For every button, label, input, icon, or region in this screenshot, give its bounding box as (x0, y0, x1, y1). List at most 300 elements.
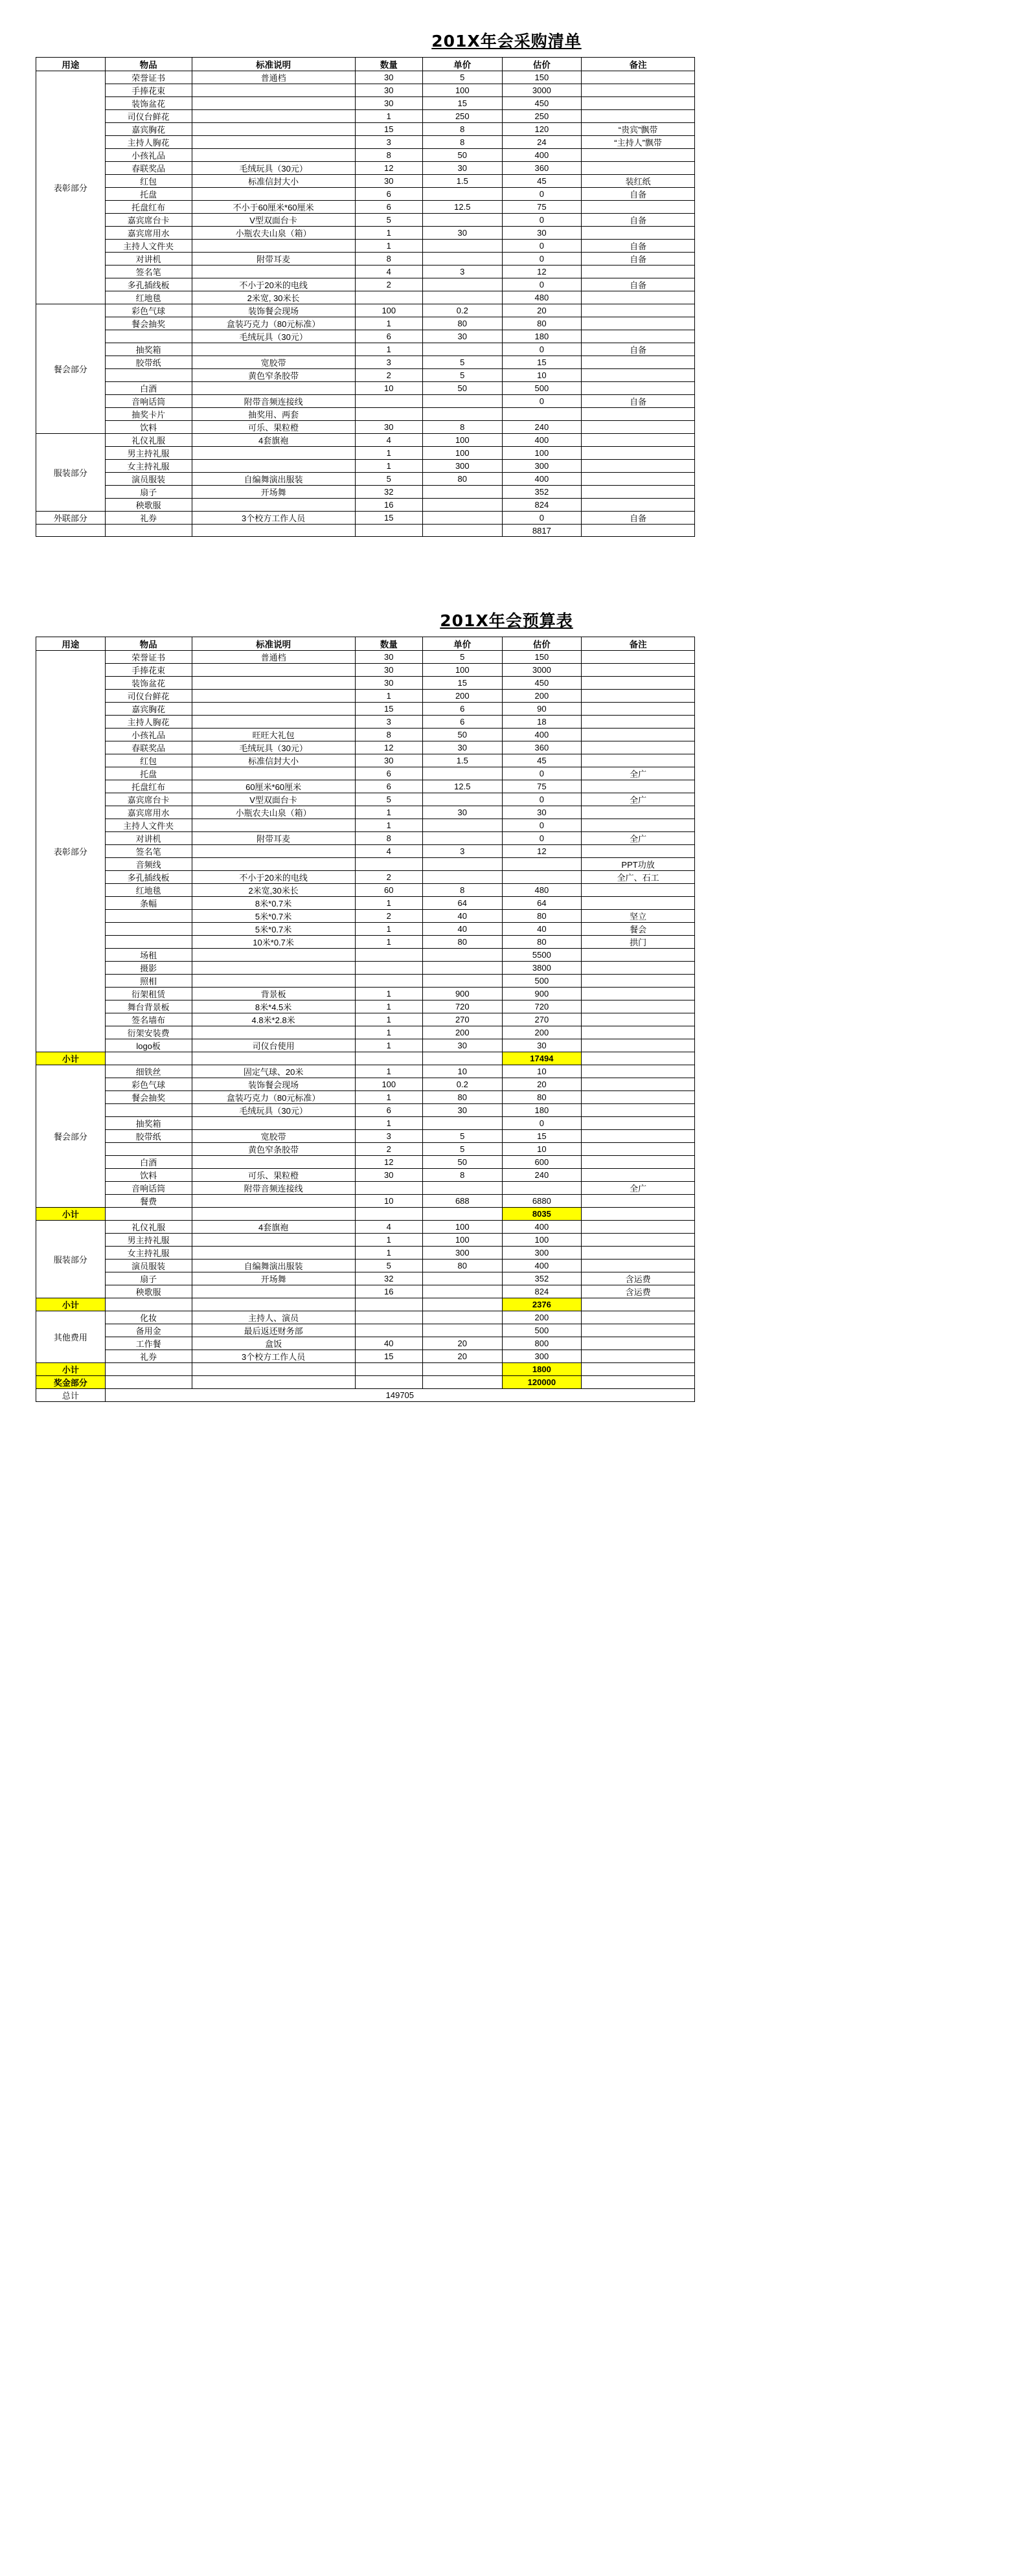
row-item: 胶带纸 (105, 356, 192, 369)
row-qty: 30 (355, 175, 422, 188)
row-item: 摄影 (105, 962, 192, 975)
row-item: 演员服装 (105, 1260, 192, 1272)
row-est: 12 (502, 845, 582, 858)
row-price: 80 (423, 317, 503, 330)
row-price: 300 (423, 460, 503, 473)
row-note (582, 110, 695, 123)
row-item: 托盘红布 (105, 201, 192, 214)
row-price: 30 (423, 330, 503, 343)
row-note (582, 486, 695, 499)
row-qty: 6 (355, 330, 422, 343)
row-spec: 抽奖用、两套 (192, 408, 355, 421)
subtotal-note (582, 1298, 695, 1311)
row-est: 0 (502, 278, 582, 291)
row-note (582, 1311, 695, 1324)
row-note (582, 1000, 695, 1013)
row-price: 688 (423, 1195, 503, 1208)
row-item: 饮料 (105, 421, 192, 434)
row-spec: 司仪台使用 (192, 1039, 355, 1052)
row-qty (355, 1182, 422, 1195)
total-est: 8817 (502, 525, 582, 537)
grand-total-label: 总计 (36, 1389, 106, 1402)
row-qty (355, 291, 422, 304)
subtotal-price (423, 1052, 503, 1065)
row-spec (192, 343, 355, 356)
row-qty: 1 (355, 923, 422, 936)
row-price: 5 (423, 1143, 503, 1156)
row-item: 荣誉证书 (105, 71, 192, 84)
row-price (423, 832, 503, 845)
row-note: 自备 (582, 214, 695, 227)
row-note: “贵宾”飘带 (582, 123, 695, 136)
row-est: 30 (502, 1039, 582, 1052)
row-qty: 100 (355, 304, 422, 317)
row-price: 12.5 (423, 201, 503, 214)
row-qty: 1 (355, 1013, 422, 1026)
row-price (423, 512, 503, 525)
row-est: 0 (502, 395, 582, 408)
row-qty: 16 (355, 1285, 422, 1298)
row-qty: 1 (355, 988, 422, 1000)
row-spec (192, 1195, 355, 1208)
row-spec: 黄色窄条胶带 (192, 369, 355, 382)
row-note (582, 1324, 695, 1337)
row-spec: 8米*4.5米 (192, 1000, 355, 1013)
row-est: 0 (502, 253, 582, 266)
row-est: 12 (502, 266, 582, 278)
row-note: 装红纸 (582, 175, 695, 188)
row-price: 1.5 (423, 175, 503, 188)
row-spec (192, 123, 355, 136)
row-note (582, 651, 695, 664)
row-spec: 开场舞 (192, 486, 355, 499)
row-est (502, 408, 582, 421)
row-item: 音频线 (105, 858, 192, 871)
table-row (36, 408, 695, 421)
row-item: 小孩礼品 (105, 149, 192, 162)
row-est: 480 (502, 884, 582, 897)
row-est: 0 (502, 819, 582, 832)
row-note: “主持人”飘带 (582, 136, 695, 149)
row-spec: 最后返还财务部 (192, 1324, 355, 1337)
row-qty: 1 (355, 819, 422, 832)
table-row (36, 897, 695, 910)
table-row (36, 84, 695, 97)
row-item: 胶带纸 (105, 1130, 192, 1143)
row-price: 50 (423, 1156, 503, 1169)
row-spec: 不小于60厘米*60厘米 (192, 201, 355, 214)
table-row (36, 460, 695, 473)
row-price (423, 1272, 503, 1285)
row-spec (192, 962, 355, 975)
row-use-label: 其他费用 (36, 1311, 106, 1363)
row-spec (192, 460, 355, 473)
row-item (105, 936, 192, 949)
row-price: 8 (423, 884, 503, 897)
row-qty: 1 (355, 1026, 422, 1039)
row-note (582, 1117, 695, 1130)
row-item: 秧歌服 (105, 499, 192, 512)
table-row (36, 716, 695, 729)
subtotal-note (582, 1363, 695, 1376)
row-qty: 6 (355, 780, 422, 793)
row-qty: 5 (355, 793, 422, 806)
row-spec (192, 819, 355, 832)
table-row (36, 278, 695, 291)
row-spec (192, 266, 355, 278)
subtotal-price (423, 1298, 503, 1311)
row-price: 1.5 (423, 754, 503, 767)
header-use: 用途 (36, 58, 106, 71)
row-spec: 60厘米*60厘米 (192, 780, 355, 793)
row-est: 180 (502, 1104, 582, 1117)
subtotal-qty (355, 1208, 422, 1221)
table-row (36, 201, 695, 214)
row-est: 18 (502, 716, 582, 729)
bonus-note (582, 1376, 695, 1389)
row-est: 0 (502, 512, 582, 525)
bonus-est: 120000 (502, 1376, 582, 1389)
row-item: 荣誉证书 (105, 651, 192, 664)
header-price: 单价 (423, 58, 503, 71)
row-price: 5 (423, 1130, 503, 1143)
row-est: 200 (502, 690, 582, 703)
table-row (36, 512, 695, 525)
row-spec: 旺旺大礼包 (192, 729, 355, 741)
row-price: 100 (423, 1234, 503, 1247)
row-price: 8 (423, 136, 503, 149)
row-note: 全广、石工 (582, 871, 695, 884)
row-price: 10 (423, 1065, 503, 1078)
row-item: 主持人文件夹 (105, 819, 192, 832)
row-qty: 30 (355, 421, 422, 434)
row-spec: 2米宽, 30米长 (192, 291, 355, 304)
total-use (36, 525, 106, 537)
subtotal-price (423, 1208, 503, 1221)
purchase-list-title-wrap (0, 19, 1013, 57)
row-qty (355, 962, 422, 975)
row-item: 照相 (105, 975, 192, 988)
row-est: 450 (502, 677, 582, 690)
row-price: 0.2 (423, 1078, 503, 1091)
row-spec (192, 84, 355, 97)
row-qty: 1 (355, 343, 422, 356)
row-item: 红地毯 (105, 291, 192, 304)
budget-body (36, 651, 695, 1402)
row-price: 6 (423, 703, 503, 716)
row-qty: 5 (355, 473, 422, 486)
row-spec: 标准信封大小 (192, 175, 355, 188)
row-est: 30 (502, 227, 582, 240)
row-item: 彩色气球 (105, 1078, 192, 1091)
row-note (582, 499, 695, 512)
row-item: 白酒 (105, 1156, 192, 1169)
row-item: 女主持礼服 (105, 1247, 192, 1260)
row-price: 30 (423, 1039, 503, 1052)
row-est: 500 (502, 975, 582, 988)
row-spec: 宽胶带 (192, 356, 355, 369)
row-note (582, 84, 695, 97)
total-row (36, 525, 695, 537)
table-row (36, 1311, 695, 1324)
table-row (36, 703, 695, 716)
row-use-label: 服装部分 (36, 1221, 106, 1298)
table-row (36, 1078, 695, 1091)
table-row (36, 664, 695, 677)
row-est: 0 (502, 240, 582, 253)
row-price: 300 (423, 1247, 503, 1260)
row-qty: 15 (355, 1350, 422, 1363)
row-spec: 2米宽,30米长 (192, 884, 355, 897)
row-item: 化妆 (105, 1311, 192, 1324)
row-note (582, 1078, 695, 1091)
row-spec (192, 1234, 355, 1247)
row-note (582, 754, 695, 767)
table-row (36, 1247, 695, 1260)
row-spec: 5米*0.7米 (192, 923, 355, 936)
row-use-label: 外联部分 (36, 512, 106, 525)
row-note: 自备 (582, 240, 695, 253)
grand-total-value: 149705 (105, 1389, 694, 1402)
row-note (582, 949, 695, 962)
row-spec: 附带耳麦 (192, 253, 355, 266)
row-est: 5500 (502, 949, 582, 962)
row-spec: 4套旗袍 (192, 434, 355, 447)
table-row (36, 806, 695, 819)
row-note (582, 845, 695, 858)
row-qty: 1 (355, 110, 422, 123)
row-price (423, 1285, 503, 1298)
table-row (36, 71, 695, 84)
row-note (582, 819, 695, 832)
row-price: 8 (423, 1169, 503, 1182)
row-est: 120 (502, 123, 582, 136)
row-price (423, 486, 503, 499)
row-qty: 2 (355, 910, 422, 923)
row-qty: 8 (355, 729, 422, 741)
subtotal-spec (192, 1298, 355, 1311)
row-item: 司仪台鲜花 (105, 690, 192, 703)
row-item: 饮料 (105, 1169, 192, 1182)
row-price (423, 395, 503, 408)
row-price (423, 278, 503, 291)
row-est: 0 (502, 343, 582, 356)
row-spec: 毛绒玩具（30元） (192, 741, 355, 754)
row-qty: 3 (355, 1130, 422, 1143)
row-qty: 8 (355, 149, 422, 162)
row-spec: 小瓶农夫山泉（箱） (192, 806, 355, 819)
row-item: 春联奖品 (105, 162, 192, 175)
row-qty: 100 (355, 1078, 422, 1091)
row-note (582, 227, 695, 240)
row-spec (192, 975, 355, 988)
row-qty: 5 (355, 1260, 422, 1272)
row-est (502, 858, 582, 871)
row-qty: 30 (355, 754, 422, 767)
row-spec (192, 447, 355, 460)
row-item: 主持人胸花 (105, 136, 192, 149)
row-qty: 15 (355, 703, 422, 716)
row-price: 50 (423, 729, 503, 741)
table-row (36, 136, 695, 149)
row-item: 餐会抽奖 (105, 1091, 192, 1104)
row-est: 352 (502, 1272, 582, 1285)
row-note (582, 434, 695, 447)
row-est: 0 (502, 832, 582, 845)
row-est: 100 (502, 447, 582, 460)
row-price (423, 858, 503, 871)
row-item: 工作餐 (105, 1337, 192, 1350)
row-item: 多孔插线板 (105, 871, 192, 884)
subtotal-item (105, 1363, 192, 1376)
row-use-label: 餐会部分 (36, 304, 106, 434)
table-row (36, 1104, 695, 1117)
table-row (36, 923, 695, 936)
row-est: 10 (502, 1143, 582, 1156)
row-est: 80 (502, 910, 582, 923)
table-row (36, 651, 695, 664)
subtotal-est: 1800 (502, 1363, 582, 1376)
row-spec: 3个校方工作人员 (192, 512, 355, 525)
subtotal-row (36, 1052, 695, 1065)
row-note: 含运费 (582, 1272, 695, 1285)
row-price: 30 (423, 741, 503, 754)
row-qty: 12 (355, 741, 422, 754)
row-spec (192, 767, 355, 780)
row-est: 300 (502, 1247, 582, 1260)
row-spec (192, 382, 355, 395)
row-spec: 标准信封大小 (192, 754, 355, 767)
row-item: 衍架租赁 (105, 988, 192, 1000)
table-row (36, 227, 695, 240)
row-price (423, 291, 503, 304)
row-note (582, 741, 695, 754)
table-row (36, 754, 695, 767)
row-price (423, 962, 503, 975)
row-item: 对讲机 (105, 832, 192, 845)
row-item: 主持人文件夹 (105, 240, 192, 253)
row-spec: 主持人、演员 (192, 1311, 355, 1324)
row-price: 20 (423, 1337, 503, 1350)
row-qty: 1 (355, 240, 422, 253)
row-price: 6 (423, 716, 503, 729)
row-price: 100 (423, 84, 503, 97)
row-spec: 可乐、果粒橙 (192, 421, 355, 434)
row-note: 餐会 (582, 923, 695, 936)
row-item: 抽奖箱 (105, 343, 192, 356)
row-qty (355, 1324, 422, 1337)
row-use-label: 表彰部分 (36, 71, 106, 304)
row-price: 30 (423, 227, 503, 240)
total-note (582, 525, 695, 537)
row-qty: 30 (355, 664, 422, 677)
row-note (582, 1143, 695, 1156)
subtotal-row (36, 1298, 695, 1311)
row-spec: 盒饭 (192, 1337, 355, 1350)
table-row (36, 473, 695, 486)
table-row (36, 729, 695, 741)
row-item: 手捧花束 (105, 664, 192, 677)
row-item: 装饰盆花 (105, 97, 192, 110)
subtotal-label: 小计 (36, 1208, 106, 1221)
row-qty (355, 858, 422, 871)
row-qty: 30 (355, 71, 422, 84)
table-row (36, 214, 695, 227)
row-price (423, 871, 503, 884)
row-qty: 6 (355, 201, 422, 214)
row-spec: 4套旗袍 (192, 1221, 355, 1234)
row-spec (192, 703, 355, 716)
table-row (36, 1143, 695, 1156)
subtotal-note (582, 1208, 695, 1221)
row-est: 10 (502, 369, 582, 382)
row-est: 20 (502, 1078, 582, 1091)
row-qty (355, 395, 422, 408)
row-est: 30 (502, 806, 582, 819)
row-spec: 开场舞 (192, 1272, 355, 1285)
row-item: 红地毯 (105, 884, 192, 897)
row-spec: 10米*0.7米 (192, 936, 355, 949)
row-item: 礼仪礼服 (105, 1221, 192, 1234)
row-item: 签名墙布 (105, 1013, 192, 1026)
row-item: 司仪台鲜花 (105, 110, 192, 123)
row-item: 嘉宾胸花 (105, 703, 192, 716)
row-est: 0 (502, 1117, 582, 1130)
header-note: 备注 (582, 637, 695, 651)
row-spec: 附带音频连接线 (192, 1182, 355, 1195)
table-row (36, 677, 695, 690)
row-qty: 40 (355, 1337, 422, 1350)
table-row (36, 149, 695, 162)
row-qty: 6 (355, 1104, 422, 1117)
table-row (36, 1350, 695, 1363)
row-item: 抽奖卡片 (105, 408, 192, 421)
row-note (582, 1337, 695, 1350)
row-price (423, 499, 503, 512)
row-spec (192, 1117, 355, 1130)
row-price (423, 253, 503, 266)
row-note (582, 447, 695, 460)
table-row (36, 845, 695, 858)
row-item (105, 923, 192, 936)
row-spec: 装饰餐会现场 (192, 1078, 355, 1091)
table-row (36, 123, 695, 136)
table-row (36, 1117, 695, 1130)
row-est: 15 (502, 356, 582, 369)
row-est: 400 (502, 434, 582, 447)
row-price: 270 (423, 1013, 503, 1026)
section-gap (0, 537, 1013, 608)
row-est: 360 (502, 162, 582, 175)
row-spec (192, 1285, 355, 1298)
subtotal-est: 8035 (502, 1208, 582, 1221)
row-note (582, 975, 695, 988)
row-note (582, 1026, 695, 1039)
table-row (36, 486, 695, 499)
row-est: 250 (502, 110, 582, 123)
table-row (36, 266, 695, 278)
row-spec (192, 690, 355, 703)
row-note (582, 201, 695, 214)
row-est: 400 (502, 729, 582, 741)
row-spec: V型双面台卡 (192, 793, 355, 806)
row-note (582, 1234, 695, 1247)
row-item (105, 1104, 192, 1117)
row-spec: 普通档 (192, 651, 355, 664)
header-item: 物品 (105, 637, 192, 651)
row-item: 扇子 (105, 486, 192, 499)
row-price (423, 819, 503, 832)
